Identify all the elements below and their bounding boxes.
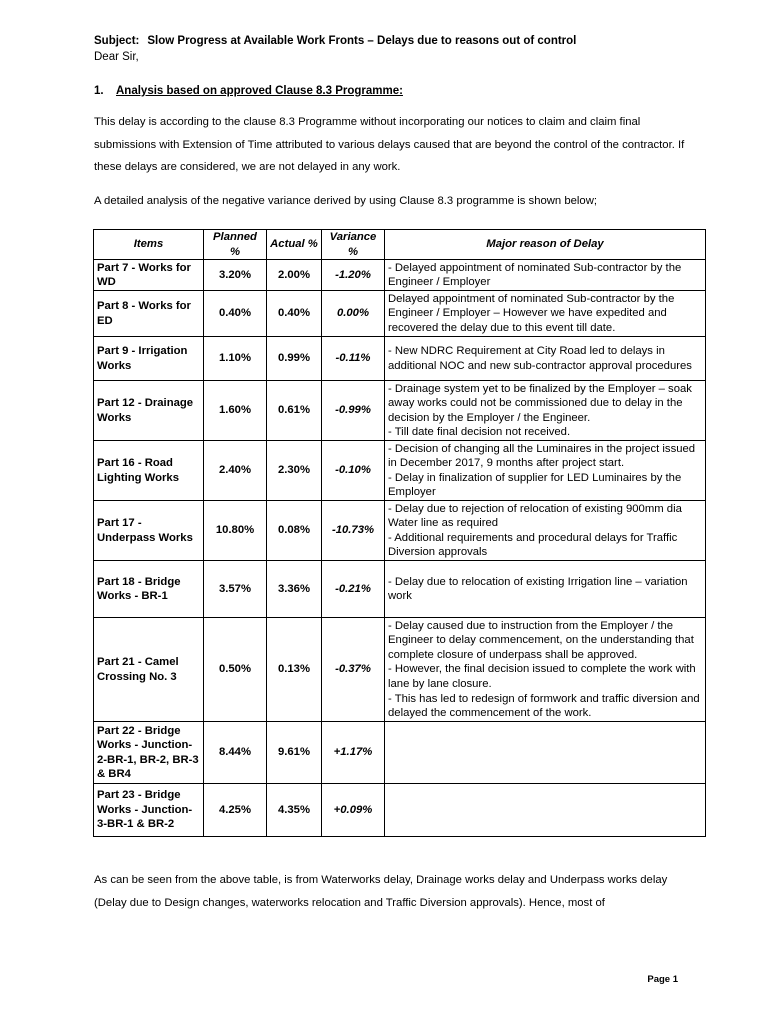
cell-actual: 3.36% (267, 561, 322, 618)
table-row (94, 501, 706, 561)
cell-item: Part 23 - Bridge Works - Junction-3-BR-1 & BR-2 (94, 784, 204, 837)
cell-actual: 0.99% (267, 337, 322, 381)
cell-variance: +0.09% (322, 784, 385, 837)
table-row (94, 381, 706, 441)
cell-reason: - New NDRC Requirement at City Road led to delays in additional NOC and new sub-contractor approval procedures (385, 337, 706, 381)
cell-actual: 4.35% (267, 784, 322, 837)
cell-actual: 0.13% (267, 618, 322, 722)
cell-reason: - Delay due to relocation of existing Irrigation line – variation work (385, 561, 706, 618)
subject-line (94, 35, 576, 47)
cell-item: Part 18 - Bridge Works - BR-1 (94, 561, 204, 618)
table-row (94, 784, 706, 837)
cell-item: Part 12 - Drainage Works (94, 381, 204, 441)
header-variance: Variance % (322, 230, 385, 260)
cell-reason: - Delayed appointment of nominated Sub-contractor by the Engineer / Employer (385, 260, 706, 291)
subject-label: Subject: (94, 35, 140, 47)
header-planned: Planned % (204, 230, 267, 260)
cell-variance: +1.17% (322, 722, 385, 784)
cell-reason (385, 784, 706, 837)
cell-reason: Delayed appointment of nominated Sub-contractor by the Engineer / Employer – However we have expedited and recovered the delay due to this event till date. (385, 291, 706, 337)
table-row (94, 561, 706, 618)
cell-item: Part 7 - Works for WD (94, 260, 204, 291)
table-header-row (94, 230, 706, 260)
cell-planned: 8.44% (204, 722, 267, 784)
table-row (94, 337, 706, 381)
cell-actual: 0.08% (267, 501, 322, 561)
cell-reason: - Drainage system yet to be finalized by the Employer – soak away works could not be commissioned due to delay in the decision by the Employer / the Engineer. - Till date final decision not received. (385, 381, 706, 441)
cell-item: Part 9 - Irrigation Works (94, 337, 204, 381)
cell-reason: - Delay due to rejection of relocation of existing 900mm dia Water line as required - Additional requirements and procedural delays for Traffic Diversion approvals (385, 501, 706, 561)
paragraph-analysis: A detailed analysis of the negative variance derived by using Clause 8.3 programme is shown below; (94, 195, 597, 207)
table-row (94, 441, 706, 501)
paragraph-intro: This delay is according to the clause 8.3 Programme without incorporating our notices to claim and claim final submissions with Extension of Time attributed to various delays caused that are beyond the control of the contractor. If these delays are considered, we are not delayed in any work. (94, 116, 685, 174)
paragraph-conclusion: As can be seen from the above table, is from Waterworks delay, Drainage works delay and Underpass works delay (Delay due to Design changes, waterworks relocation and Traffic Diversion approvals). Hence, most of (94, 874, 668, 909)
cell-item: Part 8 - Works for ED (94, 291, 204, 337)
table-row (94, 260, 706, 291)
table-row (94, 618, 706, 722)
cell-actual: 2.30% (267, 441, 322, 501)
cell-planned: 3.57% (204, 561, 267, 618)
section-heading (94, 85, 403, 97)
cell-variance: -0.99% (322, 381, 385, 441)
cell-actual: 0.40% (267, 291, 322, 337)
salutation: Dear Sir, (94, 51, 139, 63)
cell-item: Part 17 - Underpass Works (94, 501, 204, 561)
cell-planned: 3.20% (204, 260, 267, 291)
cell-actual: 0.61% (267, 381, 322, 441)
header-items: Items (94, 230, 204, 260)
page-number: Page 1 (647, 974, 678, 985)
cell-variance: -0.37% (322, 618, 385, 722)
subject-text: Slow Progress at Available Work Fronts – Delays due to reasons out of control (147, 35, 577, 47)
cell-item: Part 21 - Camel Crossing No. 3 (94, 618, 204, 722)
cell-variance: -0.10% (322, 441, 385, 501)
delay-analysis-table (93, 229, 706, 837)
cell-planned: 4.25% (204, 784, 267, 837)
cell-reason: - Decision of changing all the Luminaires in the project issued in December 2017, 9 months after project start. - Delay in finalization of supplier for LED Luminaires by the Employer (385, 441, 706, 501)
header-actual: Actual % (267, 230, 322, 260)
section-number: 1. (94, 85, 104, 97)
table-row (94, 291, 706, 337)
cell-variance: -0.21% (322, 561, 385, 618)
cell-planned: 0.50% (204, 618, 267, 722)
cell-actual: 2.00% (267, 260, 322, 291)
table-row (94, 722, 706, 784)
cell-reason: - Delay caused due to instruction from the Employer / the Engineer to delay commencement, on the understanding that complete closure of underpass shall be approved. - However, the final decision issued to complete the work with lane by lane closure. - This has led to redesign of formwork and traffic diversion and delayed the commencement of the work. (385, 618, 706, 722)
cell-planned: 1.10% (204, 337, 267, 381)
section-title: Analysis based on approved Clause 8.3 Programme: (116, 85, 403, 97)
cell-planned: 1.60% (204, 381, 267, 441)
cell-variance: 0.00% (322, 291, 385, 337)
cell-variance: -0.11% (322, 337, 385, 381)
cell-planned: 10.80% (204, 501, 267, 561)
cell-item: Part 22 - Bridge Works - Junction-2-BR-1, BR-2, BR-3 & BR4 (94, 722, 204, 784)
cell-planned: 0.40% (204, 291, 267, 337)
cell-reason (385, 722, 706, 784)
header-reason: Major reason of Delay (385, 230, 706, 260)
cell-planned: 2.40% (204, 441, 267, 501)
cell-variance: -1.20% (322, 260, 385, 291)
cell-variance: -10.73% (322, 501, 385, 561)
cell-actual: 9.61% (267, 722, 322, 784)
cell-item: Part 16 - Road Lighting Works (94, 441, 204, 501)
